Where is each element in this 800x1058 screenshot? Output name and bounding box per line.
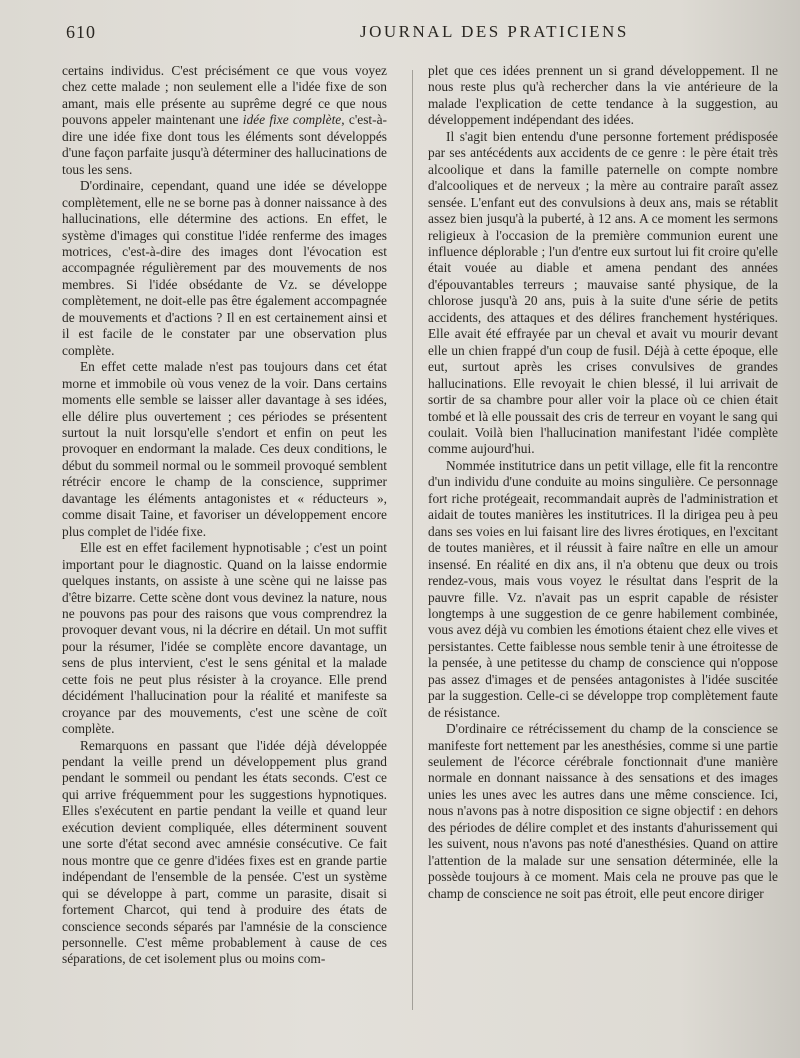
running-header [60, 22, 760, 48]
page-number: 610 [66, 22, 96, 42]
paragraph: En effet cette malade n'est pas toujours dans cet état morne et immobile où vous venez de la voir. Dans certains moments elle semble se laisser aller davantage à ses idées, elle délire plus ouvertement ; ces périodes se présentent surtout la nuit lorsqu'elle s'endort et enfin on peut les provoquer en endormant la malade. Ces deux conditions, le début du sommeil normal ou le sommeil provoqué semblent rétrécir encore le champ de la conscience, supprimer davantage les éléments antagonistes et « réducteurs », comme disait Taine, et favoriser un développement encore plus complet de l'idée fixe. [62, 359, 387, 539]
paragraph: D'ordinaire, cependant, quand une idée se développe complètement, elle ne se borne pas à donner naissance à des hallucinations, elle détermine des actions. En effet, le système d'images qui constitue l'idée renferme des images motrices, c'est-à-dire des images dont l'évocation est accompagnée régulièrement par des mouvements de nos membres. Si l'idée obsédante de Vz. se développe complètement, ne doit-elle pas être également accompagnée de mouvements et d'actions ? Il en est certainement ainsi et il est facile de le constater par une observation plus complète. [62, 178, 387, 358]
paragraph: certains individus. C'est précisément ce que vous voyez chez cette malade ; non seulement elle a l'idée fixe de son amant, mais elle présente au suprême degré ce que nous pouvons appeler maintenant une idée fixe complète, c'est-à-dire une idée fixe dont tous les éléments sont développés d'une façon parfaite jusqu'à déterminer des hallucinations de tous les sens. [62, 63, 387, 177]
journal-title: JOURNAL DES PRATICIENS [360, 22, 629, 41]
paragraph: Il s'agit bien entendu d'une personne fortement prédisposée par ses antécédents aux accidents de ce genre : le père était très alcoolique et dans la famille paternelle on compte nombre d'alcooliques et de nerveux ; la mère au contraire paraît assez sensée. L'enfant eut des convulsions à deux ans, mais se rétablit assez bien jusqu'à la puberté, à 12 ans. A ce moment les sermons religieux à l'occasion de la première communion eurent une influence déplorable ; l'un d'entre eux surtout lui fit croire qu'elle était vouée au diable et amena pendant des années d'épouvantables terreurs ; mauvaise santé physique, de la chlorose jusqu'à 20 ans, puis à la suite d'une série de petits accidents, des attaques et des délires franchement hystériques. Elle avait été effrayée par un cheval et avait vu mourir devant elle un chien frappé d'un coup de fusil. Déjà à cette époque, elle eut, surtout après les crises convulsives de grandes hallucinations. Elle revoyait le chien blessé, il lui arrivait de sortir de sa chambre pour aller voir la place où ce chien était tombé et là elle poussait des cris de terreur en voyant le sang qui coulait. Voilà bien l'hallucination manifestant l'idée complète comme aujourd'hui. [428, 128, 778, 457]
emphasis-text: idée fixe complète [242, 112, 342, 128]
paragraph: plet que ces idées prennent un si grand développement. Il ne nous reste plus qu'à rechercher dans la vie antérieure de la malade l'explication de cette tendance à la suggestion, au développement indépendant des idées. [428, 63, 778, 128]
paragraph: Remarquons en passant que l'idée déjà développée pendant la veille prend un développement plus grand pendant le sommeil ou pendant les états seconds. C'est ce qui arrive fréquemment pour les suggestions hypnotiques. Elles s'exécutent en partie pendant la veille et quand leur exécution devient compliquée, elles déterminent souvent une sorte d'état second avec amnésie consécutive. Ce fait nous montre que ce genre d'idées fixes est en grande partie indépendant de l'ensemble de la pensée. C'est un système qui se développe à part, comme un parasite, disait si fortement Charcot, qui tend à produire des états de conscience seconds séparés par l'amnésie de la conscience personnelle. C'est même probablement à cause de ces séparations, de cet isolement plus ou moins com- [62, 737, 387, 967]
paragraph: D'ordinaire ce rétrécissement du champ de la conscience se manifeste fort nettement par les anesthésies, comme si une partie seulement de l'écorce cérébrale fonctionnait d'une manière normale en donnant naissance à des sensations et des images unies les unes avec les autres dans une même conscience. Ici, nous n'avons pas à notre disposition ce signe objectif : en dehors des périodes de délire complet et des instants d'ahurissement qui les suivent, nous n'avons pas noté d'anesthésies. Quand on attire l'attention de la malade sur une sensation déterminée, elle la possède toujours à ce moment. Mais cela ne prouve pas que le champ de conscience ne soit pas étroit, elle peut encore diriger [428, 721, 778, 901]
right-column [428, 63, 778, 902]
paragraph: Elle est en effet facilement hypnotisable ; c'est un point important pour le diagnostic. Quand on la laisse endormie quelques instants, on assiste à une scène qui ne laisse pas d'être bizarre. Cette scène dont vous devinez la nature, nous ne pouvons pas pour des raisons que vous comprendrez la provoquer devant vous, ni la décrire en détail. Un mot suffit pour la résumer, l'idée se complète encore davantage, un sens de plus intervient, c'est le sens génital et la malade cette fois ne peut plus résister à la croyance. Elle prend décidément l'hallucination pour la réalité et manifeste sa croyance par des mouvements, c'est une scène de coït complète. [62, 540, 387, 737]
paragraph: Nommée institutrice dans un petit village, elle fit la rencontre d'un individu d'une conduite au moins singulière. Ce personnage fort riche protégeait, recommandait auprès de l'administration et aidait de toutes manières les institutrices. Il la dirigea peu à peu dans ses voies en lui faisant lire des livres érotiques, en l'excitant de toutes manières, et il réussit à faire naître en elle un amour insensé. En réalité en dix ans, il n'a obtenu que deux ou trois rendez-vous, mais vous voyez le résultat dans l'esprit de la pauvre fille. Vz. n'avait pas un esprit capable de résister longtemps à une suggestion de ce genre habilement combinée, vous avez déjà vu combien les émotions étaient chez elle vives et persistantes. Cette faiblesse nous semble tenir à une étroitesse de la pensée, à une petitesse du champ de conscience qui n'oppose pas assez d'images et de pensées antagonistes à l'idée suscitée par la suggestion. Celle-ci se développe trop complètement faute de résistance. [428, 457, 778, 720]
column-divider [412, 70, 413, 1010]
left-column [62, 63, 387, 968]
